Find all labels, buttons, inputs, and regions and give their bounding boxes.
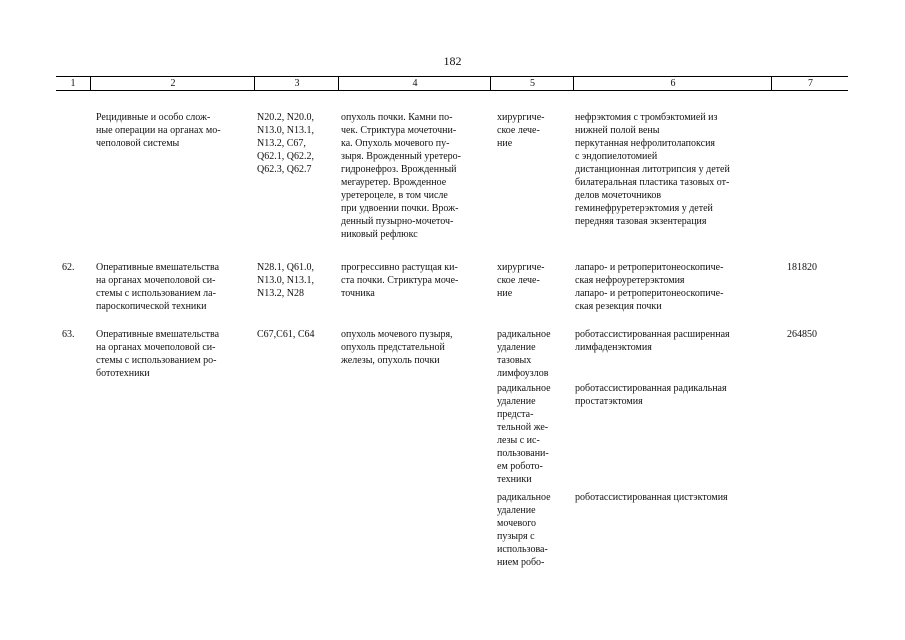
cost-value: 181820 [787,262,817,273]
treatment-method: роботассистированная цистэктомия [575,492,728,503]
patient-model: опухоль мочевого пузыря, опухоль предстательной железы, опухоль почки [341,329,453,366]
patient-model: прогрессивно растущая ки- ста почки. Стриктура моче- точника [341,262,459,299]
operation-name: Оперативные вмешательства на органах мочеполовой си- стемы с использованием ро- бототехники [96,329,220,379]
diagnosis-codes: N20.2, N20.0, N13.0, N13.1, N13.2, C67, Q62.1, Q62.2, Q62.3, Q62.7 [257,112,314,175]
column-header-6: 6 [573,77,772,90]
column-header-2: 2 [90,77,255,90]
treatment-method: лапаро- и ретроперитонеоскопиче- ская нефроуретерэктомия лапаро- и ретроперитонеоскопиче- ская резекция почки [575,262,724,312]
column-header-7: 7 [771,77,849,90]
operation-name: Рецидивные и особо слож- ные операции на органах мо- чеполовой системы [96,112,221,149]
treatment-type: радикальное удаление предста- тельной же- лезы с ис- пользовани- ем робото- техники [497,383,551,485]
cost-value: 264850 [787,329,817,340]
treatment-type: хирургиче- ское лече- ние [497,262,545,299]
treatment-method: нефрэктомия с тромбэктомией из нижней полой вены перкутанная нефролитолапоксия с эндопиелотомией дистанционная литотрипсия у детей билатеральная пластика тазовых от- делов мочеточников геминефруретерэктомия у детей передняя тазовая экзентерация [575,112,730,227]
diagnosis-codes: C67,C61, C64 [257,329,315,340]
treatment-type: радикальное удаление тазовых лимфоузлов [497,329,551,379]
row-number: 62. [62,262,75,273]
diagnosis-codes: N28.1, Q61.0, N13.0, N13.1, N13.2, N28 [257,262,314,299]
treatment-type: хирургиче- ское лече- ние [497,112,545,149]
column-header-4: 4 [338,77,491,90]
treatment-method: роботассистированная расширенная лимфаденэктомия [575,329,730,353]
operation-name: Оперативные вмешательства на органах мочеполовой си- стемы с использованием ла- пароскопической техники [96,262,220,312]
page-number: 182 [443,54,462,68]
column-number-header [56,76,848,91]
treatment-type: радикальное удаление мочевого пузыря с использова- нием робо- [497,492,551,568]
column-header-1: 1 [70,78,76,89]
column-header-3: 3 [254,77,339,90]
patient-model: опухоль почки. Камни по- чек. Стриктура мочеточни- ка. Опухоль мочевого пу- зыря. Врожденный уретеро- гидронефроз. Врожденный мегауретер. Врожденное уретероцеле, в том числе при удвоении почки. Врож- денный пузырно-мочеточ- никовый рефлюкс [341,112,461,240]
column-header-5: 5 [490,77,574,90]
treatment-method: роботассистированная радикальная простатэктомия [575,383,727,407]
row-number: 63. [62,329,75,340]
